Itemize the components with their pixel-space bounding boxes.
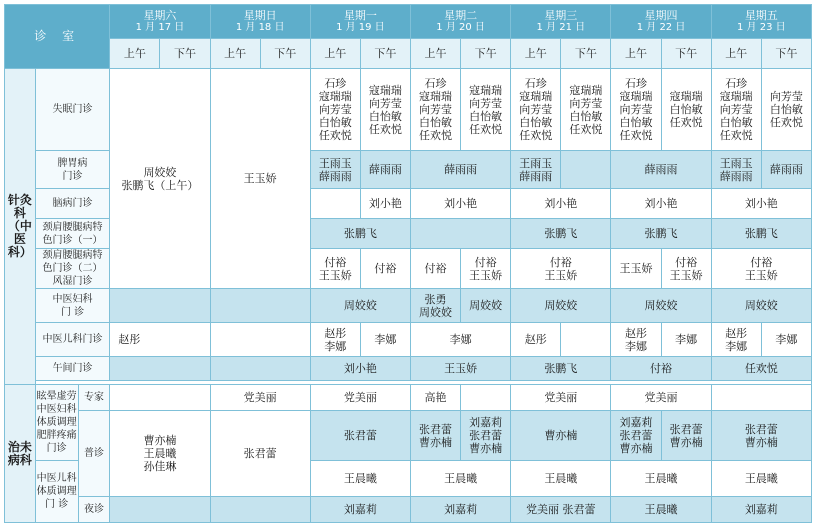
schedule-cell: 石珍 寇瑞瑞 向芳莹 白怡敏 任欢悦: [711, 69, 761, 151]
pm-header: 下午: [661, 39, 711, 69]
schedule-cell: 李娜: [360, 323, 410, 357]
schedule-cell: 党美丽: [310, 385, 410, 411]
pm-header: 下午: [360, 39, 410, 69]
session-general: 普诊: [78, 411, 110, 497]
clinic-brain: 脑病门诊: [35, 189, 110, 219]
schedule-cell: 石珍 寇瑞瑞 向芳莹 白怡敏 任欢悦: [611, 69, 661, 151]
schedule-cell: 曹亦楠 王晨曦 孙佳琳: [110, 411, 210, 497]
schedule-cell: 王晨曦: [310, 461, 410, 497]
schedule-cell: 王玉娇: [410, 357, 510, 381]
schedule-cell: 王雨玉 薛雨雨: [711, 151, 761, 189]
clinic-tcm-gynecology: 中医妇科 门 诊: [35, 289, 110, 323]
schedule-cell: 赵彤: [110, 323, 210, 357]
schedule-cell: 薛雨雨: [761, 151, 811, 189]
schedule-cell: 张鹏飞: [511, 219, 611, 249]
schedule-cell: 刘小艳: [611, 189, 711, 219]
pm-header: 下午: [461, 39, 511, 69]
weekend-acupuncture-sun: 王玉娇: [210, 69, 310, 289]
schedule-cell: 刘嘉莉: [711, 497, 811, 523]
session-night: 夜诊: [78, 497, 110, 523]
schedule-cell: 刘小艳: [360, 189, 410, 219]
schedule-cell: 王晨曦: [611, 461, 711, 497]
schedule-cell: 赵彤: [511, 323, 561, 357]
clinic-spleen-stomach: 脾胃病 门诊: [35, 151, 110, 189]
schedule-cell: 寇瑞瑞 向芳莹 白怡敏 任欢悦: [461, 69, 511, 151]
schedule-cell: 石珍 寇瑞瑞 向芳莹 白怡敏 任欢悦: [410, 69, 460, 151]
schedule-cell: 王晨曦: [611, 497, 711, 523]
day-header-wed: 星期三 1 月 21 日: [511, 5, 611, 39]
schedule-cell: 党美丽 张君蕾: [511, 497, 611, 523]
schedule-cell: 党美丽: [511, 385, 611, 411]
schedule-cell: 付裕 王玉娇: [461, 249, 511, 289]
session-expert: 专家: [78, 385, 110, 411]
pm-header: 下午: [160, 39, 210, 69]
schedule-cell: 刘嘉莉: [310, 497, 410, 523]
schedule-cell: 付裕: [360, 249, 410, 289]
schedule-cell: 付裕 王玉娇: [661, 249, 711, 289]
schedule-cell: 寇瑞瑞 白怡敏 任欢悦: [661, 69, 711, 151]
schedule-cell: 周姣姣: [611, 289, 711, 323]
schedule-cell-empty: [110, 357, 210, 381]
schedule-cell-empty: [461, 385, 511, 411]
dept-preventive-treatment: 治未 病科: [5, 385, 36, 523]
schedule-cell: 向芳莹 白怡敏 任欢悦: [761, 69, 811, 151]
schedule-cell-empty: [561, 323, 611, 357]
schedule-cell: 付裕 王玉娇: [310, 249, 360, 289]
schedule-cell: 周姣姣: [310, 289, 410, 323]
schedule-cell: 王雨玉 薛雨雨: [310, 151, 360, 189]
schedule-cell: 付裕: [611, 357, 711, 381]
schedule-cell-empty: [210, 289, 310, 323]
schedule-cell: 王晨曦: [711, 461, 811, 497]
clinic-zhiwei-group-2: 中医儿科 体质调理 门 诊: [35, 461, 78, 523]
schedule-cell: 王雨玉 薛雨雨: [511, 151, 561, 189]
schedule-cell-empty: [561, 151, 611, 189]
schedule-cell: 党美丽: [210, 385, 310, 411]
schedule-cell: 党美丽: [611, 385, 711, 411]
am-header: 上午: [210, 39, 260, 69]
day-header-sat: 星期六 1 月 17 日: [110, 5, 210, 39]
clinic-zhiwei-group-1: 眩晕虚劳 中医妇科 体质调理 肥胖疼痛 门诊: [35, 385, 78, 461]
schedule-cell-empty: [310, 189, 360, 219]
schedule-cell: 周姣姣: [511, 289, 611, 323]
day-header-fri: 星期五 1 月 23 日: [711, 5, 811, 39]
day-header-sun: 星期日 1 月 18 日: [210, 5, 310, 39]
clinic-insomnia: 失眠门诊: [35, 69, 110, 151]
schedule-cell: 付裕 王玉娇: [711, 249, 811, 289]
schedule-cell: 薛雨雨: [360, 151, 410, 189]
day-header-thu: 星期四 1 月 22 日: [611, 5, 711, 39]
day-header-tue: 星期二 1 月 20 日: [410, 5, 510, 39]
clinic-neck-shoulder-2: 颈肩腰腿病特 色门诊（二） 风湿门诊: [35, 249, 110, 289]
clinic-room-header: 诊 室: [5, 5, 110, 69]
am-header: 上午: [310, 39, 360, 69]
schedule-cell: 刘小艳: [711, 189, 811, 219]
schedule-table: [4, 4, 812, 523]
am-header: 上午: [410, 39, 460, 69]
schedule-cell: 刘小艳: [511, 189, 611, 219]
day-header-mon: 星期一 1 月 19 日: [310, 5, 410, 39]
schedule-cell: 张鹏飞: [310, 219, 410, 249]
schedule-cell: 高艳: [410, 385, 460, 411]
schedule-cell: 石珍 寇瑞瑞 向芳莹 白怡敏 任欢悦: [310, 69, 360, 151]
schedule-cell: 薛雨雨: [611, 151, 711, 189]
schedule-cell: 王晨曦: [511, 461, 611, 497]
schedule-cell: 张君蕾 曹亦楠: [711, 411, 811, 461]
schedule-cell: 寇瑞瑞 向芳莹 白怡敏 任欢悦: [360, 69, 410, 151]
schedule-cell: 张鹏飞: [711, 219, 811, 249]
pm-header: 下午: [561, 39, 611, 69]
schedule-cell: 薛雨雨: [410, 151, 510, 189]
schedule-cell: 张君蕾 曹亦楠: [661, 411, 711, 461]
schedule-cell: 赵彤 李娜: [711, 323, 761, 357]
schedule-cell: 张君蕾: [310, 411, 410, 461]
schedule-cell: 张君蕾: [210, 411, 310, 497]
schedule-cell: 石珍 寇瑞瑞 向芳莹 白怡敏 任欢悦: [511, 69, 561, 151]
pm-header: 下午: [761, 39, 811, 69]
am-header: 上午: [110, 39, 160, 69]
schedule-cell: 张君蕾 曹亦楠: [410, 411, 460, 461]
schedule-cell: 王玉娇: [611, 249, 661, 289]
schedule-cell-empty: [110, 289, 210, 323]
schedule-cell: 付裕: [410, 249, 460, 289]
schedule-cell: 张勇 周姣姣: [410, 289, 460, 323]
clinic-tcm-pediatrics: 中医儿科门诊: [35, 323, 110, 357]
schedule-cell: 周姣姣: [711, 289, 811, 323]
schedule-cell: 付裕 王玉娇: [511, 249, 611, 289]
schedule-cell: 刘嘉莉 张君蕾 曹亦楠: [611, 411, 661, 461]
schedule-cell: 任欢悦: [711, 357, 811, 381]
schedule-cell-empty: [210, 323, 310, 357]
dept-acupuncture: 针灸科 （中医 科）: [5, 69, 36, 385]
schedule-cell-empty: [110, 385, 210, 411]
schedule-cell: 刘小艳: [310, 357, 410, 381]
am-header: 上午: [511, 39, 561, 69]
schedule-cell-empty: [210, 357, 310, 381]
schedule-cell: 赵彤 李娜: [310, 323, 360, 357]
am-header: 上午: [611, 39, 661, 69]
schedule-cell: 寇瑞瑞 向芳莹 白怡敏 任欢悦: [561, 69, 611, 151]
schedule-cell-empty: [711, 385, 811, 411]
schedule-cell: 曹亦楠: [511, 411, 611, 461]
schedule-cell-empty: [210, 497, 310, 523]
schedule-cell-empty: [110, 497, 210, 523]
schedule-cell: 刘嘉莉 张君蕾 曹亦楠: [461, 411, 511, 461]
schedule-cell-empty: [410, 219, 510, 249]
schedule-cell: 张鹏飞: [611, 219, 711, 249]
weekend-acupuncture-sat: 周姣姣 张鹏飞（上午）: [110, 69, 210, 289]
schedule-cell: 李娜: [661, 323, 711, 357]
clinic-neck-shoulder-1: 颈肩腰腿病特 色门诊（一）: [35, 219, 110, 249]
pm-header: 下午: [260, 39, 310, 69]
schedule-cell: 李娜: [410, 323, 510, 357]
schedule-cell: 张鹏飞: [511, 357, 611, 381]
schedule-cell: 赵彤 李娜: [611, 323, 661, 357]
schedule-cell: 李娜: [761, 323, 811, 357]
schedule-cell: 周姣姣: [461, 289, 511, 323]
schedule-cell: 王晨曦: [410, 461, 510, 497]
clinic-noon: 午间门诊: [35, 357, 110, 381]
am-header: 上午: [711, 39, 761, 69]
schedule-cell: 刘嘉莉: [410, 497, 510, 523]
schedule-cell: 刘小艳: [410, 189, 510, 219]
